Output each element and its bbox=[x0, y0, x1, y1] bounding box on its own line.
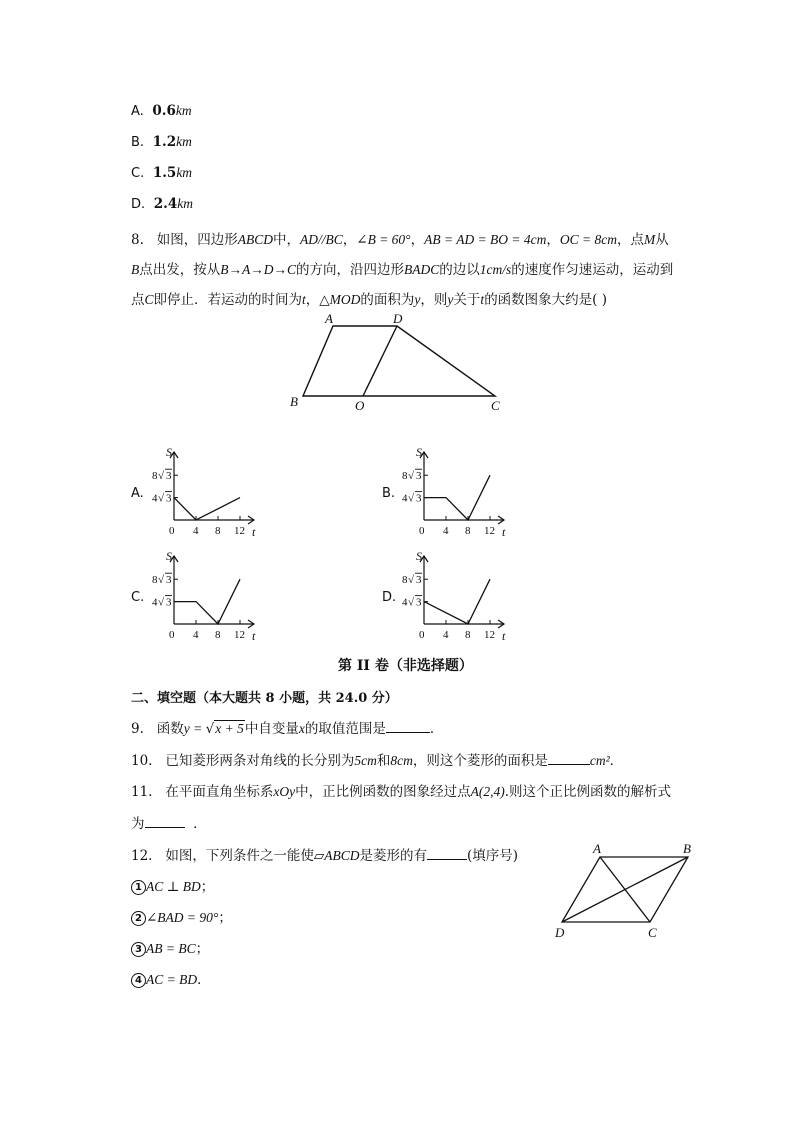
origin-label: 0 bbox=[169, 629, 175, 641]
function-graph-line bbox=[174, 579, 240, 624]
graph-option-c-letter[interactable]: C. bbox=[131, 590, 145, 605]
y-tick-label-8: 8 bbox=[402, 574, 408, 587]
origin-label: 0 bbox=[419, 629, 425, 641]
q12-parallelogram-figure bbox=[550, 840, 700, 940]
origin-label: 0 bbox=[169, 525, 175, 537]
q8-line3: 点C即停止．若运动的时间为t，△MOD的面积为y，则y关于t的函数图象大约是( ) bbox=[131, 292, 608, 308]
option-c[interactable]: C. 1.5km bbox=[131, 165, 193, 181]
option-b[interactable]: B. 1.2km bbox=[131, 134, 192, 150]
y-tick-label-4: 4 bbox=[152, 596, 158, 609]
option-a[interactable]: A. 0.6km bbox=[131, 103, 192, 119]
q11-line1: 11. 在平面直角坐标系xOy中，正比例函数的图象经过点A(2,4).则这个正比例函数的解析式 bbox=[131, 784, 672, 800]
y-tick-label-4: 4 bbox=[402, 596, 408, 609]
sqrt-sign: √ bbox=[158, 492, 165, 505]
function-graph-line bbox=[174, 498, 240, 520]
sqrt-sign: √ bbox=[158, 574, 165, 587]
sqrt-radicand: 3 bbox=[166, 492, 172, 505]
y-axis-label: S bbox=[416, 549, 422, 563]
sqrt-sign: √ bbox=[158, 470, 165, 483]
label-o: O bbox=[355, 398, 365, 413]
x-axis-label: t bbox=[252, 525, 256, 539]
sqrt-sign: √ bbox=[408, 596, 415, 609]
graph-option-a[interactable] bbox=[148, 445, 258, 540]
graph-option-a-letter[interactable]: A. bbox=[131, 486, 144, 501]
sqrt-sign: √ bbox=[408, 492, 415, 505]
q12-condition-2: 2 ∠BAD = 90°； bbox=[131, 906, 232, 926]
label-b: B bbox=[683, 841, 691, 856]
x-tick-label-4: 4 bbox=[193, 525, 199, 537]
x-tick-label-4: 4 bbox=[193, 629, 199, 641]
q8-line2: B点出发，按从B→A→D→C的方向，沿四边形BADC的边以1cm/s的速度作匀速运动，运动到 bbox=[131, 262, 674, 278]
x-tick-label-4: 4 bbox=[443, 629, 449, 641]
x-tick-label-12: 12 bbox=[234, 525, 245, 537]
graph-option-b-letter[interactable]: B. bbox=[382, 486, 396, 501]
y-axis-label: S bbox=[166, 445, 172, 459]
label-b: B bbox=[290, 394, 298, 409]
x-tick-label-12: 12 bbox=[234, 629, 245, 641]
y-tick-label-4: 4 bbox=[152, 492, 158, 505]
segment-od bbox=[363, 326, 397, 396]
q9-answer-blank[interactable] bbox=[386, 720, 430, 733]
q9: 9. 函数y = √x + 5中自变量x的取值范围是 ． bbox=[131, 721, 444, 737]
sqrt-radicand: 3 bbox=[416, 574, 422, 587]
y-tick-label-8: 8 bbox=[152, 574, 158, 587]
label-d: D bbox=[393, 311, 403, 326]
origin-label: 0 bbox=[419, 525, 425, 537]
x-tick-label-12: 12 bbox=[484, 629, 495, 641]
sqrt-sign: √ bbox=[408, 470, 415, 483]
sqrt-radicand: 3 bbox=[166, 596, 172, 609]
sqrt-radicand: 3 bbox=[166, 470, 172, 483]
sqrt-sign: √ bbox=[158, 596, 165, 609]
sqrt-radicand: 3 bbox=[416, 596, 422, 609]
q12-condition-1: 1 AC ⊥ BD； bbox=[131, 875, 214, 895]
function-graph-line bbox=[424, 475, 490, 520]
function-graph-line bbox=[424, 579, 490, 624]
label-a: A bbox=[593, 841, 601, 856]
graph-option-b[interactable] bbox=[398, 445, 508, 540]
q12-condition-4: 4 AC = BD． bbox=[131, 968, 211, 988]
option-d[interactable]: D. 2.4km bbox=[131, 196, 193, 212]
x-tick-label-12: 12 bbox=[484, 525, 495, 537]
x-tick-label-8: 8 bbox=[215, 629, 221, 641]
y-tick-label-8: 8 bbox=[402, 470, 408, 483]
y-tick-label-4: 4 bbox=[402, 492, 408, 505]
q12-condition-3: 3 AB = BC； bbox=[131, 937, 209, 957]
section-heading: 二、填空题（本大题共 8 小题，共 24.0 分） bbox=[131, 691, 398, 706]
q10: 10. 已知菱形两条对角线的长分别为5cm和8cm，则这个菱形的面积是 cm²． bbox=[131, 753, 624, 769]
x-axis-label: t bbox=[252, 629, 256, 643]
sqrt-radicand: 3 bbox=[416, 470, 422, 483]
q10-answer-blank[interactable] bbox=[548, 752, 590, 765]
y-axis-label: S bbox=[166, 549, 172, 563]
section-title: 第 II 卷（非选择题） bbox=[338, 658, 473, 674]
label-c: C bbox=[648, 925, 657, 940]
sqrt-symbol: √ bbox=[205, 721, 215, 737]
x-axis-label: t bbox=[502, 525, 506, 539]
x-tick-label-8: 8 bbox=[465, 525, 471, 537]
q8-trapezoid-figure bbox=[285, 310, 515, 420]
x-tick-label-8: 8 bbox=[215, 525, 221, 537]
graph-option-c[interactable] bbox=[148, 549, 258, 644]
q12-answer-blank[interactable] bbox=[427, 847, 467, 860]
q11-line2: 为 ． bbox=[131, 816, 207, 832]
x-tick-label-8: 8 bbox=[465, 629, 471, 641]
x-tick-label-4: 4 bbox=[443, 525, 449, 537]
sqrt-radicand: 3 bbox=[166, 574, 172, 587]
sqrt-radicand: 3 bbox=[416, 492, 422, 505]
y-axis-label: S bbox=[416, 445, 422, 459]
label-a: A bbox=[325, 311, 333, 326]
q11-answer-blank[interactable] bbox=[145, 815, 185, 828]
y-tick-label-8: 8 bbox=[152, 470, 158, 483]
trapezoid-shape bbox=[303, 326, 495, 396]
graph-option-d[interactable] bbox=[398, 549, 508, 644]
label-c: C bbox=[491, 398, 500, 413]
label-d: D bbox=[555, 925, 565, 940]
q8-line1: 8. 如图，四边形ABCD中，AD//BC，∠B = 60°，AB = AD = BO = 4cm，OC = 8cm，点M从 bbox=[131, 232, 669, 248]
sqrt-sign: √ bbox=[408, 574, 415, 587]
q12: 12. 如图，下列条件之一能使▱ABCD是菱形的有 (填序号) bbox=[131, 848, 519, 864]
graph-option-d-letter[interactable]: D. bbox=[382, 590, 397, 605]
x-axis-label: t bbox=[502, 629, 506, 643]
